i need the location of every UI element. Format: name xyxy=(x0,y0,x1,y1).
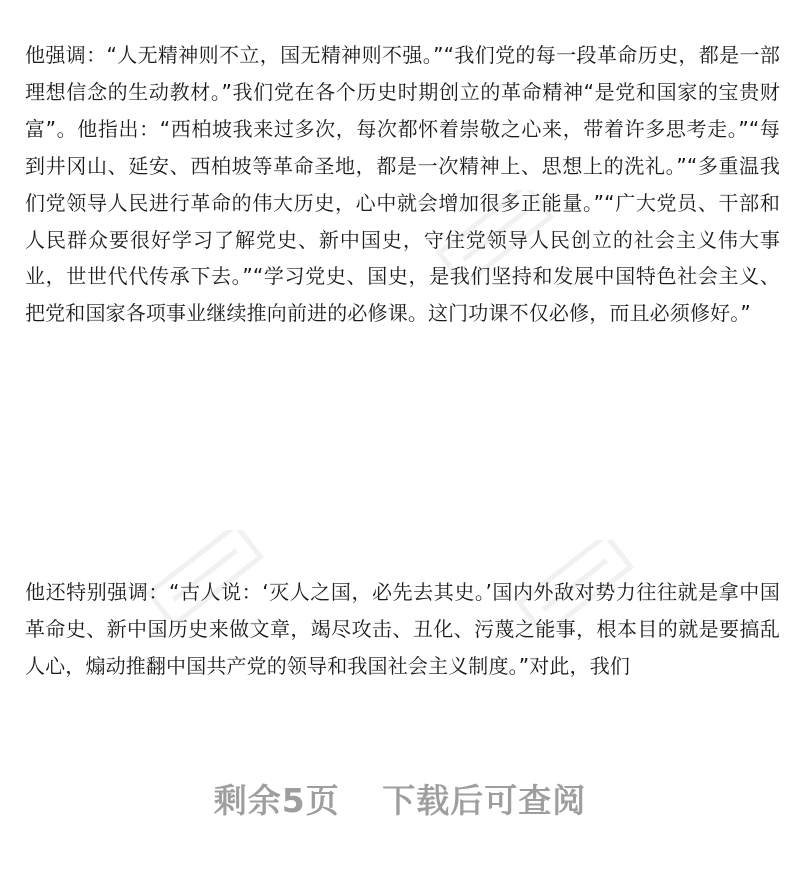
body-paragraph: 他还特别强调：“古人说：‘灭人之国，必先去其史。’国内外敌对势力往往就是拿中国革命史、新中国历史来做文章，竭尽攻击、丑化、污蔑之能事，根本目的就是要搞乱人心，煽动推翻中国共产党的领导和我国社会主义制度。”对此，我们 xyxy=(25,580,780,678)
download-prompt-bar[interactable] xyxy=(0,768,800,828)
remaining-pages-download-link[interactable]: 剩余5页 下载后可查阅 xyxy=(213,780,587,820)
body-paragraph: 他强调：“人无精神则不立，国无精神则不强。”“我们党的每一段革命历史，都是一部理想信念的生动教材。”我们党在各个历史时期创立的革命精神“是党和国家的宝贵财富”。他指出：“西柏坡我来过多次，每次都怀着崇敬之心来，带着许多思考走。”“每到井冈山、延安、西柏坡等革命圣地，都是一次精神上、思想上的洗礼。”“多重温我们党领导人民进行革命的伟大历史，心中就会增加很多正能量。”“广大党员、干部和人民群众要很好学习了解党史、新中国史，守住党领导人民创立的社会主义伟大事业，世世代代传承下去。”“学习党史、国史，是我们坚持和发展中国特色社会主义、把党和国家各项事业继续推向前进的必修课。这门功课不仅必修，而且必须修好。” xyxy=(25,43,780,326)
